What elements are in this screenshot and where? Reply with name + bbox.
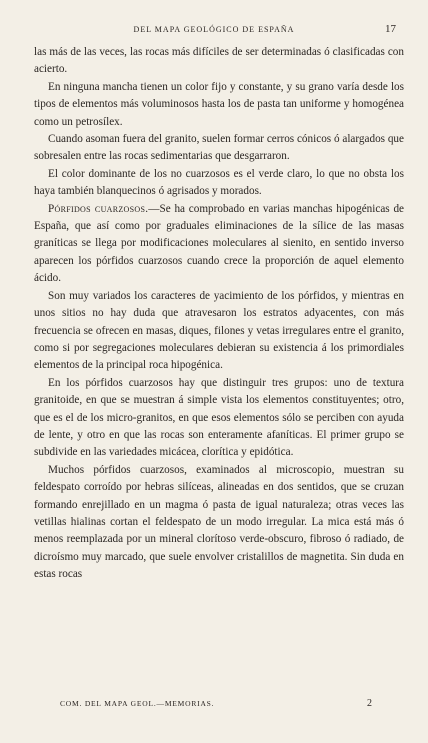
page-footer [60,699,388,713]
printer-signature: COM. DEL MAPA GEOL.—MEMORIAS. [60,699,215,708]
body-text [34,44,404,584]
paragraph: Muchos pórfidos cuarzosos, examinados al microscopio, muestran su feldespato corroído por hebras silíceas, alineadas en dos sentidos, que se cruzan formando enrejillado en un magma ó pasta de igual naturaleza; otras veces las vetillas hialinas cortan el feldespato de un modo irregular. La mica está más ó menos reemplazada por un mineral clorítoso verde-obscuro, fibroso ó radiado, de dicroísmo muy marcado, que suele envolver cristalillos de magnetita. Sin duda en estas rocas [34,463,404,581]
page-number: 17 [385,23,396,35]
section-lead: Pórfidos cuarzosos. [48,202,149,215]
running-title: DEL MAPA GEOLÓGICO DE ESPAÑA [133,25,295,34]
paragraph: El color dominante de los no cuarzosos es el verde claro, lo que no obsta los haya también blanquecinos ó agrisados y morados. [34,167,404,198]
paragraph: En ninguna mancha tienen un color fijo y constante, y su grano varía desde los tipos de elementos más voluminosos hasta los de pasta tan uniforme y homogénea como un petrosílex. [34,80,404,128]
paragraph: las más de las veces, las rocas más difíciles de ser determinadas ó clasificadas con acierto. [34,46,404,76]
page-header [28,23,400,37]
sheet-mark: 2 [367,698,372,709]
paragraph: Pórfidos cuarzosos.—Se ha comprobado en varias manchas hipogénicas de España, que así como por graduales eliminaciones de la sílice de las masas graníticas se llega por modificaciones moleculares al sienito, en sentido inverso aparecen los pórfidos cuarzosos cuando crece la proporción de aquel elemento ácido. [34,202,405,285]
paragraph: Cuando asoman fuera del granito, suelen formar cerros cónicos ó alargados que sobresalen entre las rocas sedimentarias que desgarraron. [34,133,404,163]
paragraph: Son muy variados los caracteres de yacimiento de los pórfidos, y mientras en unos sitios no hay duda que atravesaron los estratos adyacentes, con más frecuencia se ofrecen en masas, diques, filones y vetas irregulares entre el granito, como si por segregaciones moleculares debieran su existencia á los primordiales elementos de la principal roca hipogénica. [34,289,404,372]
paragraph: En los pórfidos cuarzosos hay que distinguir tres grupos: uno de textura granitoide, en que se muestran á simple vista los elementos constituyentes; otro, que es el de los micro-granitos, en que esos elementos sólo se perciben con ayuda de lente, y otro en que las rocas son enteramente afaníticas. El primer grupo se subdivide en las variedades micácea, clorítica y epidótica. [34,376,404,459]
